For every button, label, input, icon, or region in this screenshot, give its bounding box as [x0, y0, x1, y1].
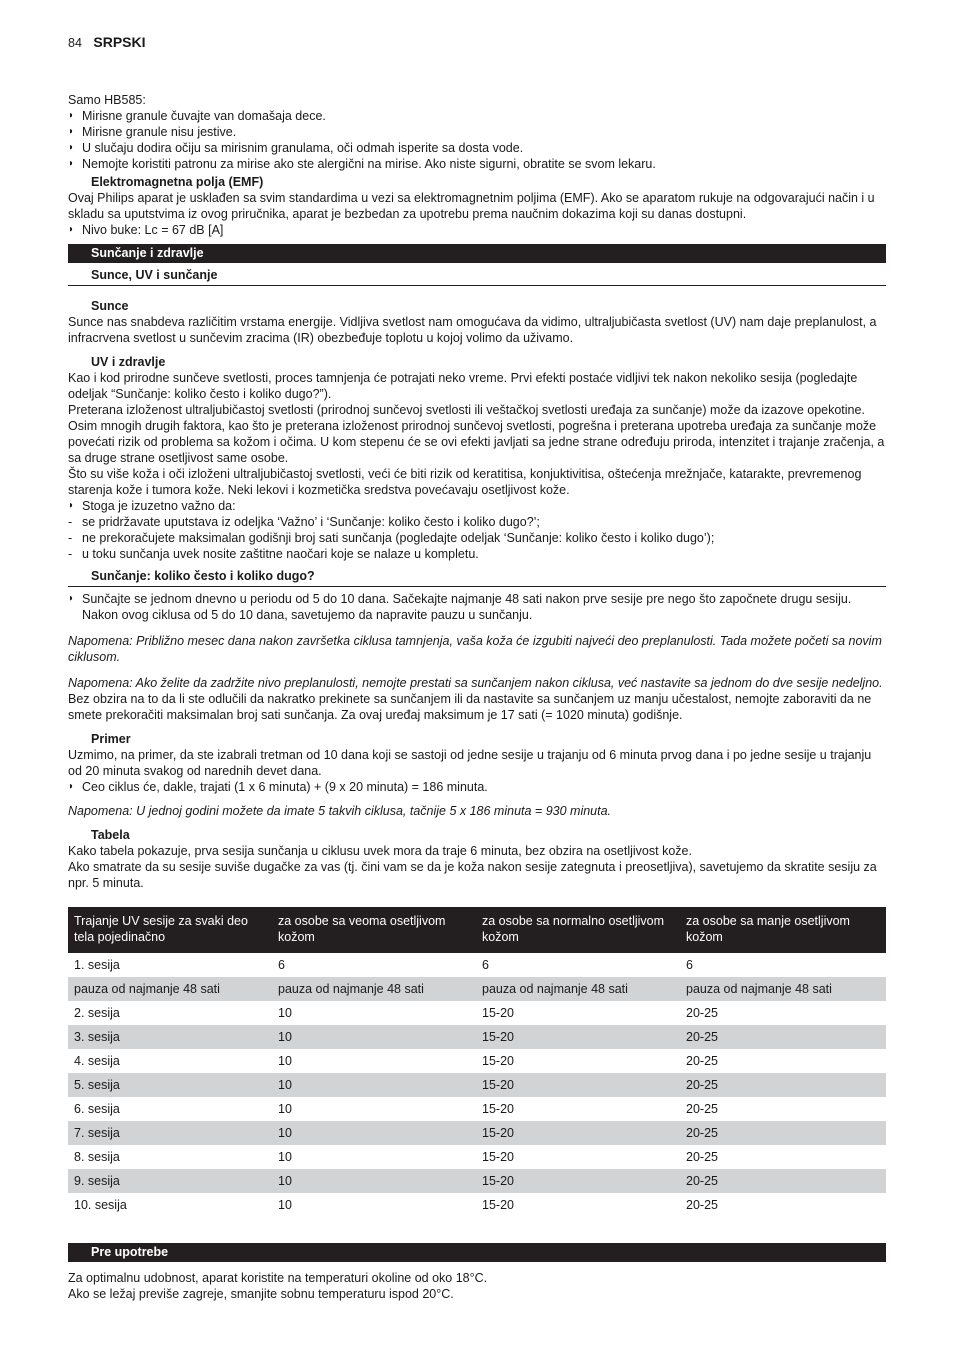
table-cell: 15-20 — [476, 1121, 680, 1145]
table-cell: 20-25 — [680, 1169, 886, 1193]
note: Napomena: Ako želite da zadržite nivo preplanulosti, nemojte prestati sa sunčanjem nakon ciklusa, već nastavite sa jednom do dve sesije nedeljno. — [68, 676, 883, 690]
uv-session-table — [68, 907, 886, 1217]
table-row — [68, 1145, 886, 1169]
table-intro: Kako tabela pokazuje, prva sesija sunčanja u ciklusu uvek mora da traje 6 minuta, bez obzira na osetljivost kože. — [68, 844, 692, 858]
table-row — [68, 1169, 886, 1193]
emf-heading: Elektromagnetna polja (EMF) — [91, 175, 264, 189]
table-cell: 15-20 — [482, 1054, 514, 1068]
bullet-item: ◗ Mirisne granule čuvajte van domašaja dece. — [68, 108, 886, 124]
language-label: SRPSKI — [93, 34, 146, 50]
table-cell: 9. sesija — [68, 1169, 272, 1193]
table-cell: 6 — [278, 958, 285, 972]
table-cell: pauza od najmanje 48 sati — [680, 977, 886, 1001]
page-header — [68, 34, 146, 50]
table-cell: 20-25 — [686, 1198, 718, 1212]
table-cell: 8. sesija — [74, 1150, 120, 1164]
table-header-row — [68, 907, 886, 953]
table-header-cell: za osobe sa veoma osetljivom kožom — [272, 907, 476, 953]
table-cell: 3. sesija — [68, 1025, 272, 1049]
document-body — [68, 92, 886, 1302]
table-row — [68, 1073, 886, 1097]
table-cell: 5. sesija — [68, 1073, 272, 1097]
table-cell: 10 — [278, 1102, 292, 1116]
table-cell: 15-20 — [482, 1198, 514, 1212]
table-heading: Tabela — [91, 828, 130, 842]
table-cell: 15-20 — [482, 1006, 514, 1020]
before-use-text: Za optimalnu udobnost, aparat koristite na temperaturi okoline od oko 18°C. — [68, 1271, 488, 1285]
note: Napomena: U jednoj godini možete da imate 5 takvih ciklusa, tačnije 5 x 186 minuta = 930 minuta. — [68, 804, 612, 818]
example-text: Uzmimo, na primer, da ste izabrali tretman od 10 dana koji se sastoji od jedne sesije u trajanju od 6 minuta prvog dana i po jedne sesije u trajanju od 20 minuta svakog od narednih devet dana. — [68, 748, 872, 778]
table-row — [68, 1001, 886, 1025]
uv-paragraph: Kao i kod prirodne sunčeve svetlosti, proces tamnjenja će potrajati neko vreme. Prvi efekti postaće vidljivi tek nakon nekoliko sesija (pogledajte odeljak “Sunčanje: koliko često i koliko dugo?”). — [68, 371, 858, 401]
table-cell: 20-25 — [686, 1054, 718, 1068]
section-heading-how-often: Sunčanje: koliko često i koliko dugo? — [68, 568, 886, 587]
table-cell: 10 — [272, 1073, 476, 1097]
note: Napomena: Približno mesec dana nakon završetka ciklusa tamnjenja, vaša koža će izgubiti najveći deo preplanulosti. Tada možete početi sa novim ciklusom. — [68, 634, 882, 664]
table-row — [68, 1049, 886, 1073]
table-cell: 20-25 — [686, 1150, 718, 1164]
table-cell: 10 — [278, 1198, 292, 1212]
max-hours-text: Bez obzira na to da li ste odlučili da nakratko prekinete sa sunčanjem ili da nastavite sa sunčanjem uz manju učestalost, nemojte zaboraviti da ne smete prekoračiti maksimalan broj sati sunčanja. Za ovaj uređaj maksimum je 17 sati (= 1020 minuta) godišnje. — [68, 692, 872, 722]
table-cell: 10 — [272, 1025, 476, 1049]
how-often-bullet: ◗ Sunčajte se jednom dnevno u periodu od 5 do 10 dana. Sačekajte najmanje 48 sati nakon prve sesije pre nego što započnete drugu sesiju. Nakon ovog ciklusa od 5 do 10 dana, savetujemo da napravite pauzu u sunčanju. — [68, 591, 886, 623]
table-cell: 20-25 — [686, 1102, 718, 1116]
table-cell: 6. sesija — [74, 1102, 120, 1116]
table-cell: 15-20 — [476, 1169, 680, 1193]
table-cell: 10 — [272, 1121, 476, 1145]
table-cell: 1. sesija — [74, 958, 120, 972]
table-cell: 15-20 — [482, 1150, 514, 1164]
section-bar-before-use: Pre upotrebe — [68, 1243, 886, 1262]
uv-paragraph: Preterana izloženost ultraljubičastoj svetlosti (prirodnoj sunčevoj svetlosti ili veštačkoj svetlosti uređaja za sunčanje) može da izazove opekotine. Osim mnogih drugih faktora, kao što je preterana izloženost prirodnoj sunčevoj svetlosti, pogrešna i preterana upotreba uređaja za sunčanje može povećati rizik od problema sa kožom i očima. U kom stepenu će se ovi efekti javljati sa jedne strane određuju priroda, intenzitet i trajanje zračenja, a sa druge strane osetljivost same osobe. — [68, 403, 885, 465]
table-cell: 10 — [278, 1054, 292, 1068]
table-cell: 10 — [278, 1006, 292, 1020]
table-cell: 10 — [278, 1150, 292, 1164]
table-row — [68, 1193, 886, 1217]
table-row — [68, 1121, 886, 1145]
table-header-cell: za osobe sa manje osetljivom kožom — [680, 907, 886, 953]
uv-heading: UV i zdravlje — [91, 355, 166, 369]
sun-heading: Sunce — [91, 299, 129, 313]
table-row — [68, 1097, 886, 1121]
table-cell: 20-25 — [680, 1121, 886, 1145]
dash-item: - se pridržavate uputstava iz odeljka ‘Važno’ i ‘Sunčanje: koliko često i koliko dugo?’; — [68, 514, 886, 530]
table-cell: 15-20 — [476, 1025, 680, 1049]
before-use-text: Ako se ležaj previše zagreje, smanjite sobnu temperaturu ispod 20°C. — [68, 1287, 454, 1301]
uv-paragraph: Što su više koža i oči izloženi ultraljubičastoj svetlosti, veći će biti rizik od keratitisa, konjuktivitisa, oštećenja mrežnjače, katarakte, prevremenog starenja kože i tumora kože. Neki lekovi i kozmetička sredstva povećavaju osetljivost kože. — [68, 467, 862, 497]
important-bullet: ◗ Stoga je izuzetno važno da: — [68, 498, 886, 514]
table-row — [68, 1025, 886, 1049]
table-row — [68, 977, 886, 1001]
bullet-item: ◗ U slučaju dodira očiju sa mirisnim granulama, oči odmah isperite sa dosta vode. — [68, 140, 886, 156]
table-header-cell: za osobe sa normalno osetljivom kožom — [476, 907, 680, 953]
table-cell: 6 — [686, 958, 693, 972]
table-cell: 20-25 — [680, 1073, 886, 1097]
section-heading-sun-uv: Sunce, UV i sunčanje — [68, 267, 886, 286]
table-cell: 20-25 — [680, 1025, 886, 1049]
dash-item: - ne prekoračujete maksimalan godišnji broj sati sunčanja (pogledajte odeljak ‘Sunčanje: koliko često i koliko dugo’); — [68, 530, 886, 546]
emf-text: Ovaj Philips aparat je usklađen sa svim standardima u vezi sa elektromagnetnim poljima (EMF). Ako se aparatom rukuje na odgovarajući način i u skladu sa uputstvima iz ovog priručnika, aparat je bezbedan za upotrebu prema naučnim dokazima koji su danas dostupni. — [68, 191, 875, 221]
table-cell: 15-20 — [482, 1102, 514, 1116]
table-cell: 4. sesija — [74, 1054, 120, 1068]
table-header-cell: Trajanje UV sesije za svaki deo tela pojedinačno — [68, 907, 272, 953]
table-intro: Ako smatrate da su sesije suviše dugačke za vas (tj. čini vam se da je koža nakon sesije zategnuta i preosetljiva), savetujemo da skratite sesiju za npr. 5 minuta. — [68, 860, 877, 890]
table-cell: 2. sesija — [74, 1006, 120, 1020]
bullet-item: ◗ Mirisne granule nisu jestive. — [68, 124, 886, 140]
table-cell: pauza od najmanje 48 sati — [476, 977, 680, 1001]
example-bullet: ◗ Ceo ciklus će, dakle, trajati (1 x 6 minuta) + (9 x 20 minuta) = 186 minuta. — [68, 779, 886, 795]
bullet-item: ◗ Nemojte koristiti patronu za mirise ako ste alergični na mirise. Ako niste sigurni, obratite se svom lekaru. — [68, 156, 886, 172]
table-cell: 6 — [482, 958, 489, 972]
noise-level: ◗ Nivo buke: Lc = 67 dB [A] — [68, 222, 886, 238]
table-cell: 15-20 — [476, 1073, 680, 1097]
only-model-note: Samo HB585: — [68, 93, 146, 107]
table-cell: 20-25 — [686, 1006, 718, 1020]
table-row — [68, 953, 886, 977]
table-cell: pauza od najmanje 48 sati — [272, 977, 476, 1001]
example-heading: Primer — [91, 732, 131, 746]
sun-text: Sunce nas snabdeva različitim vrstama energije. Vidljiva svetlost nam omogućava da vidimo, ultraljubičasta svetlost (UV) nam daje preplanulost, a infracrvena svetlost u sunčevim zracima (IR) obezbeđuje toplotu u kojoj volimo da uživamo. — [68, 315, 877, 345]
dash-item: - u toku sunčanja uvek nosite zaštitne naočari koje se nalaze u kompletu. — [68, 546, 886, 562]
table-cell: 10. sesija — [74, 1198, 127, 1212]
section-bar-sun-health: Sunčanje i zdravlje — [68, 244, 886, 263]
page-number: 84 — [68, 36, 82, 50]
table-cell: 10 — [272, 1169, 476, 1193]
table-cell: pauza od najmanje 48 sati — [68, 977, 272, 1001]
table-cell: 7. sesija — [68, 1121, 272, 1145]
